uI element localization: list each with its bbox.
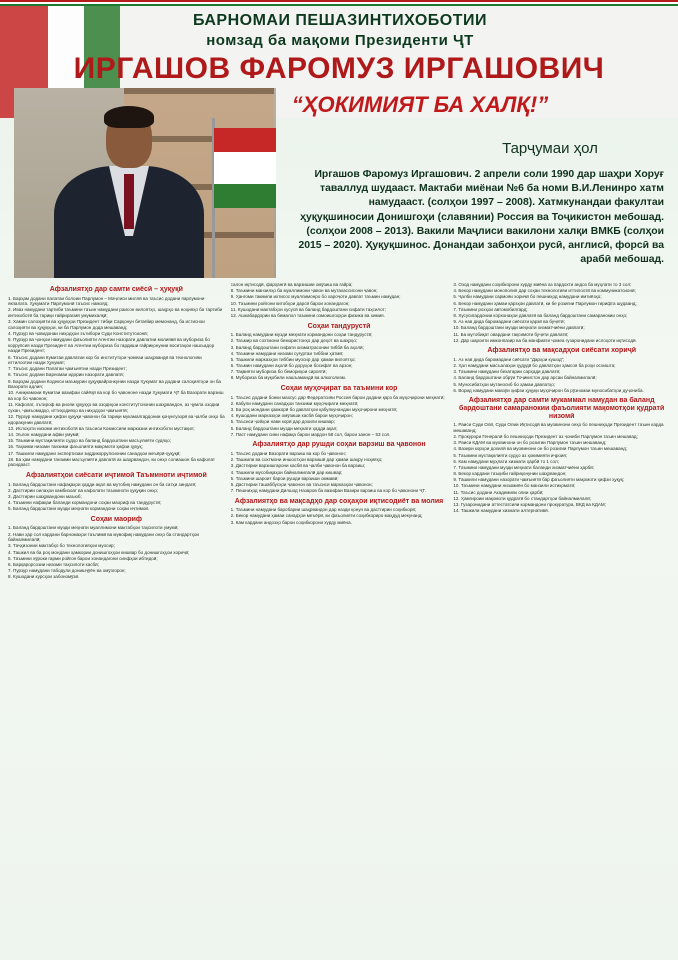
program-item: 7. Паст намудани сини нафақа барои мардон 58 сол, барои занон – 53 сол. <box>230 431 391 437</box>
section-heading: Афзалиятҳо дар рушди соҳаи варзиш ва ҷавонон <box>252 441 426 449</box>
program-item: 5. Таъмини хӯроки гарми ройгон барои хонандагони синфҳои ибтидоӣ; <box>8 555 158 561</box>
section-heading: Соҳаи маориф <box>90 515 142 523</box>
program-item: 2. Прокурори Генералӣ бо пешниҳоди Президент аз ҷониби Парлумон таъин мешавад; <box>453 433 638 439</box>
program-item: 3. Кам кардани андозҳо барои соҳибкорони хурду миёна. <box>230 519 352 525</box>
program-item: 2. Кабули намудани санадҳои танзими муҳоҷирати меҳнатӣ; <box>230 400 359 406</box>
program-item: 5. Муносибатҳои мутаносиб бо ҳамаи давлатҳо; <box>453 381 556 387</box>
program-item: 3. Озод намудани соҳибкорони хурду миёна аз пардохти андоз ба муҳлати то 3 сол; <box>453 282 632 287</box>
program-item: 7. Таъмини намудани музди меҳнати баланди хизматчиёни ҳарбӣ; <box>453 464 595 470</box>
program-item: 11. Ба мутобиқат овардани тақсимоти буҷети давлатӣ; <box>453 331 569 337</box>
program-item: 12. Ашкабардории ва бемалол таъмини озмоишгоҳҳои физика ва химия. <box>230 312 385 318</box>
program-item: 1. Таъсис додани бонки махсус дар Федератсияи Россия барои додани қарз ба муҳоҷирони меҳнатӣ; <box>230 394 445 400</box>
program-columns <box>8 282 670 956</box>
program-item: 14. Эълон намудани афви умумӣ; <box>8 431 80 437</box>
tajik-flag <box>214 128 276 208</box>
program-item: 11. Таъсис додани Академияи олии ҳарбӣ; <box>453 489 544 495</box>
section-heading: Афзалиятҳо дар самти мукаммал намудан ва баланд бардоштани самаранокии фаъолияти мақомотҳои қудратӣ низомӣ <box>459 397 665 420</box>
program-item: 1. Баланд бардоштани музди меҳнати муаллимони мактабҳои таҳсилоти умумӣ; <box>8 525 179 531</box>
program-item: 1. Раиси Суди Олӣ, Суди Олии Иқтисодӣ ва муовинони онҳо бо пешниҳоди Президент таъин карда мешаванд; <box>453 422 664 433</box>
program-item: 5. Ҷалби намудани сармояи хориҷӣ бо пешниҳод намудани имтиёзҳо; <box>453 294 602 300</box>
program-item: 1. Баланд бардоштани нафақаҳои ҳадди ақал ва мутобиқ намудани он ба сатҳи зиндагӣ; <box>8 481 197 487</box>
program-item: 2. Бекор намудани ҳамаи санадҳои меъёрӣ, ки фаъолияти соҳибкориро маҳдуд мекунанд; <box>230 513 423 519</box>
program-item: 17. Ташкили намудани экспертизаи зиддикоррупсионии санадҳои меъёрӣ-ҳуқуқӣ; <box>8 450 181 456</box>
program-item: 3. Таъмини намудани бехатарии сарҳади давлатӣ; <box>453 369 561 375</box>
program-item: 6. Таъмин намудани аҳолӣ бо доруҳои босифат ва арзон; <box>230 363 353 369</box>
program-item: 7. Таъмини рохҳои автомобилгард; <box>453 306 528 312</box>
program-item: 3. Баланд бардоштани сифати хизматрасонии тиббӣ ба аҳолӣ; <box>230 344 364 350</box>
program-item: 1. Таъсис додани Вазорати варзиш ва кор бо ҷавонон; <box>230 450 346 456</box>
program-item: 1. Баланд намудани музди меҳнати кормандони соҳаи тандурустӣ; <box>230 332 373 338</box>
program-column <box>8 282 225 956</box>
program-item: 5. Пурзур ва ҷонҳои намудани фаъолияти Агентии назорати давлатии молиявӣ ва мубориза бо коррупсия назди Президент ва Агентии мубориза бо гардиши ғайриқонунии воситаҳои нашъадор назди Президент; <box>8 337 215 354</box>
program-item: 14. Ташкили намудани хизмати алтернативӣ. <box>453 508 549 514</box>
section-heading: Афзалиятҳо ва мақсадҳо дар соҳаҳои иқтисодиёт ва молия <box>234 497 444 505</box>
candidate-tie <box>124 174 134 229</box>
program-item: 4. Ташкил ва ба роҳ мондани ҳамкории донишгоҳҳои кишвар бо донишгоҳҳои хориҷӣ; <box>8 549 190 555</box>
program-item: 4. Вазири корҳои дохилӣ ва муовинони он бо розигии Парлумон таъин мешаванд; <box>453 446 628 452</box>
header-line-1: БАРНОМАИ ПЕШАЗИНТИХОБОТИИ <box>192 12 488 29</box>
program-item: 6. Дастгирии ташаббусҳои ҷавонон ва таъсиси марказҳои ҷавонон; <box>230 481 373 487</box>
candidate-photo <box>14 88 276 278</box>
program-item: 9. Ҳангоми такмили ихтисос муаллимонро бо хароҷоти давлат таъмин намудан; <box>230 294 401 300</box>
program-item: 6. Барқарорсозии низоми таҳсилоти касбӣ; <box>8 561 99 567</box>
bio-title: Тарҷумаи ҳол <box>502 140 598 157</box>
program-item: 6. Таъсис додани Кумитаи давлатии кор бо институтҳои ҷомеаи шаҳрвандӣ ва технологияи иттилоотии назди Ҳукумат; <box>8 354 202 366</box>
program-item: 8. Таъмини манзилҳо ба муаллимони ҷавон ва мутахассисони ҷавон; <box>230 288 378 294</box>
program-item: 2. Нави ҳар сол кардани барномаҳои таълимӣ ва мувофиқ намудани онҳо ба стандартҳои байналмилалӣ; <box>8 531 199 543</box>
program-item: 2. Таъмир ва сохтмони бемористонҳо дар деҳот ва шаҳрҳо; <box>230 338 357 344</box>
program-item: 1. Таъмини намудани баробарии шаҳрвандон дар назди қонун ва дастгирии соҳибкорӣ; <box>230 507 417 513</box>
program-item: 13. Гузаронидани аттестатсияи кормандони прокуратура, ВКД ва КДАМ; <box>453 502 606 508</box>
program-item: 9. Ташкили намудани назорати ҷамъиятӣ бар фаъолияти мақомоти ҳифзи ҳуқуқ; <box>453 477 625 483</box>
program-item: 18. Ба ҳам намудани танзими масъулияти давлатӣ аз шаҳрвандон, ки онҳо солиашон ба кафолат расидааст. <box>8 456 215 468</box>
program-item: 13. Ислоҳоти низоми интихоботӣ ва таъсиси Комиссияи марказии интихоботи мустақил; <box>8 425 195 431</box>
program-item: 5. Таъмини мустақилияти судҳо аз ҳокимияти иҷроия; <box>453 452 568 458</box>
program-item: 4. Кушодани марказҳои омӯзиши касбӣ барои муҳоҷирон; <box>230 413 353 419</box>
program-item: 10. Таъмини намудани низомиён бо манзили истиқоматӣ; <box>453 483 576 489</box>
program-item: 16. Таҳкими низоми танзими фаъолияти мақомоти ҳифзи ҳуқуқ; <box>8 444 143 450</box>
section-heading: Афзалиятҳо ва мақсадҳои сиёсати хориҷӣ <box>487 347 637 355</box>
program-item: 6. Бекор намудани ҳамаи қарзҳои давлатӣ, ки бе розигии Парлумон гирифта шудаанд; <box>453 300 637 306</box>
program-item: 3. Таҷҳизонии мактабҳо бо технологияҳои муосир; <box>8 543 115 549</box>
program-item: 3. Дастгирии варзишгарони касбӣ ва ҷалби ҷавонон ба варзиш; <box>230 463 366 469</box>
program-item: 5. Таъмини шароит барои рушди варзиши оммавӣ; <box>230 475 339 481</box>
program-item: 11. Кушодани мактабҳои хусусӣ ва баланд бардоштани сифати таҳсилот; <box>230 306 386 312</box>
program-item: 2. Ташкили ва сохтмони иншоотҳои варзишӣ дар ҳамаи шаҳру ноҳияҳо; <box>230 457 383 463</box>
slogan: “ҲОКИМИЯТ БА ХАЛҚ!” <box>291 92 549 117</box>
program-item: 3. Раиси КДАМ ва муовинони он бо розигии Парлумон таъин мешаванд; <box>453 440 607 446</box>
program-item: 8. Кушодани курсҳои забономӯзӣ. <box>8 574 80 580</box>
program-item: 5. Баланд бардоштани музди меҳнати кормандони соҳаи иҷтимоӣ. <box>8 506 150 512</box>
program-item: 8. Хусусигардонии корхонаҳои давлатӣ ва баланд бардоштани самаранокии онҳо; <box>453 312 628 318</box>
program-item: 2. Дастгирии оилаҳои камбизоат ва кафолати таъминоти ҳуқуқии онҳо; <box>8 487 159 493</box>
program-item: 1. Аз нав дида баромадани сиёсати “Дарҳои кушод”; <box>453 356 565 362</box>
program-column <box>231 282 448 956</box>
program-item: 10. Баланд бардоштани музди меҳнати хизматчиёни давлатӣ; <box>453 325 585 331</box>
program-item: 15. Таъмини мустақилияти судҳо ва баланд бардоштани масъулияти судяҳо; <box>8 438 171 444</box>
program-item: 12. Ҳамгироии мақомоти қудратӣ бо стандартҳои байналмилалӣ; <box>453 495 592 501</box>
program-item: 9. Аз нав дида баромадани сиёсати қарзӣ ва буҷетӣ; <box>453 319 565 325</box>
program-item: 6. Ворид намудани мавзӯи ҳифзи ҳуқуқи муҳоҷирон ба рӯзномаи муносибатҳои дуҷониба. <box>453 387 644 393</box>
section-heading: Соҳаи тандурустӣ <box>307 322 371 330</box>
program-item: 4. Ташкили мусобиқаҳои байналмилалӣ дар кишвар; <box>230 469 343 475</box>
program-item: 10. Таъмини ройгони китобҳои дарсӣ барои хонандагон; <box>230 300 350 306</box>
program-item: 7. Тақвияти мубориза бо бемориҳои сироятӣ; <box>230 369 327 375</box>
program-item: салон иқтисодӣ, фарҳангӣ ва варзишии омӯзиш ва ғайра; <box>230 282 353 287</box>
program-item: 7. Пурзур намудани табодули донишҷӯён ва омӯзгорон; <box>8 568 126 574</box>
program-item: 7. Пешниҳод намудани Дилшод Назаров ба вазифаи Вазири варзиш ва кор бо ҷавонони ҶТ. <box>230 488 426 494</box>
program-column <box>453 282 670 956</box>
program-item: 2. Иваз намудани тартиби таъмини таъин намудани раисон вилоятҳо, шаҳрҳо ва ноҳияҳо ба тартиби интихоботӣ ба тариқи ғайрирасмӣ умумихалқӣ; <box>8 307 223 318</box>
program-item: 9. Барҳам додани Кодекси маъмурии ҳуқуқвайронкунии назди Ҳукумат ва додани салоҳиятҳои он ба Вазорати адлия; <box>8 378 221 390</box>
program-item: 3. Ба роҳ мондани ҳамкорӣ бо давлатҳои қабулкунандаи муҳоҷирони меҳнатӣ; <box>230 407 398 412</box>
program-item: 4. Пурзур ва ҷовидонаи ниҳодҳои эътибори Суди Конститутсионӣ; <box>8 330 148 336</box>
candidate-hair <box>104 106 154 128</box>
program-item: 4. Таъмини намудани низоми суғуртаи тиббии ҳатмӣ; <box>230 350 344 356</box>
candidate-name: ИРГАШОВ ФАРОМУЗ ИРГАШОВИЧ <box>73 52 605 85</box>
program-item: 4. Бекор намудани монополия дар соҳаи технологияи иттилоотӣ ва коммуникатсионӣ; <box>453 288 636 294</box>
program-item: 8. Таъсис додани Барномаи идории назорати давлатӣ; <box>8 372 124 378</box>
program-item: 10. Аниқнамоии Кумитаи вазифаи сайёҳӣ ва кор бо ҷавононе назди Ҳукумати ҶТ ба Вазорати варзиш ва кор бо ҷавонон; <box>8 390 224 402</box>
program-item: 8. Мубориза ба муқобили нашъамандӣ ва алкоголизм. <box>230 375 347 381</box>
program-item: 5. Ташкили марказҳои тиббии муосир дар ҳамаи вилоятҳо; <box>230 356 356 362</box>
section-heading: Афзалиятҳои сиёсати иҷтимоӣ Таъминоти иҷтимоӣ <box>25 471 207 479</box>
program-item: 12. Дар шароити имконпазир ва ба манфиати ҷомеа гузаронидани ислоҳоти иқтисодӣ. <box>453 337 637 343</box>
program-item: 7. Таъсис додани Палатаи ҷамъиятии назди Президент; <box>8 366 127 372</box>
program-item: 1. Барҳам додани палатаи болоии Парлумон – Маҷлиси миллӣ ва таъсис додани парлумони якпалата. Ҳукумати Парлумонӣ таъсис намояд; <box>8 295 205 307</box>
program-item: 3. Хамин салоҳияти ва ҳуқуқҳои Президент тибқи Сарқонун бетағйир мемонанд, ба истиснои салоҳияти ва ҳуқуқҳои, ки ба Парлумон дода мешаванд; <box>8 319 205 330</box>
program-item: 11. Кафолат, эътироф ва риояи ҳуқуқҳо ва озодиҳои конститутсионии шаҳрвандон, аз ҷумла озодии сухан, ҷамъомадҳо, иттиҳодияҳо ва ниҳодҳои ҷамъиятӣ; <box>8 402 220 413</box>
program-item: 4. Таъмини нафақаи баланди кормандони соҳаи маориф ва тандурустӣ; <box>8 500 162 506</box>
program-item: 6. Кам намудани муҳлати хизмати ҳарбӣ то 1 сол; <box>453 458 559 464</box>
program-item: 8. Бекор кардани таъқиби ғайриқонунии шаҳрвандон; <box>453 471 567 477</box>
section-heading: Афзалиятҳо дар самти сиёсӣ – ҳуқуқӣ <box>49 286 183 293</box>
program-item: 2. Ҳал намудани масъалаҳои ҳудудӣ бо давлатҳои ҳамсоя ба роҳи осоишта; <box>453 363 616 369</box>
header-line-2: номзад ба мақоми Президенти ҶТ <box>206 32 474 49</box>
program-item: 6. Баланд бардоштани музди меҳнати ҳадди ақал; <box>230 425 338 431</box>
program-item: 4. Баланд бардоштани обрӯи Тоҷикистон дар арсаи байналмилалӣ; <box>453 375 597 381</box>
bio-text: Иргашов Фаромуз Иргашович. 2 апрели соли 1990 дар шаҳри Хоруғ таваллуд шудааст. Мактаби миёнаи №6 ба номи В.И.Ленинро хатм намудааст. (солҳои 1997 – 2008). Хатмкунандаи факултаи ҳуқуқшиносии Донишгоҳи (славянии) Россия ва Тоҷикистон мебошад. (солҳои 2008 – 2013). Вакили Маҷлиси вакилони халқи ВМКБ (солҳои 2015 – 2020). Ҳуқуқшинос. Донандаи забонҳои русӣ, англисӣ, форсӣ ва арабӣ мебошад. <box>298 169 664 266</box>
section-heading: Соҳаи муҳоҷират ва таъмини кор <box>280 385 398 393</box>
program-item: 12. Пурзур намудани ҳифзи ҳуқуқи ҷавонон ба тариқи мукамалгардонии қонунгузорӣ ва ҷалби онҳо ба идоракунии давлатӣ; <box>8 414 225 425</box>
program-item: 3. Дастгирии шаҳрвандони маъюб; <box>8 493 82 499</box>
program-item: 5. Таъсиси ҷойҳои нави корӣ дар дохили кишвар; <box>230 419 335 425</box>
